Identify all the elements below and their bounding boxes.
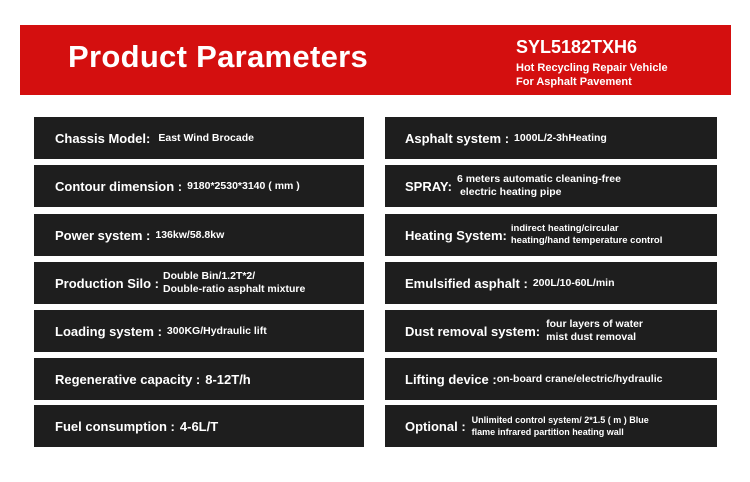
param-value-line-1: indirect heating/circular [510,223,619,234]
param-value-line-2: Double-ratio asphalt mixture [163,283,306,295]
header-banner [20,25,731,95]
param-value: 136kw/58.8kw [155,228,225,241]
vehicle-description-line-1: Hot Recycling Repair Vehicle [516,62,668,74]
param-emulsified-asphalt [385,262,717,304]
param-value-line-1: Double Bin/1.2T*2/ [163,270,256,282]
param-value: 8-12T/h [205,371,251,387]
param-label: SPRAY: [405,178,452,194]
param-value: on-board crane/electric/hydraulic [496,372,663,385]
param-label: Chassis Model: [55,130,151,146]
param-label: Fuel consumption : [55,418,175,434]
param-label: Contour dimension : [55,178,183,194]
param-value-line-2: heating/hand temperature control [510,235,663,246]
param-label: Heating System: [405,227,507,243]
param-fuel-consumption [34,405,364,447]
param-label: Regenerative capacity : [55,371,201,387]
param-heating-system [385,214,717,256]
param-label: Loading system : [55,323,162,339]
param-label: Emulsified asphalt : [405,275,528,291]
model-number: SYL5182TXH6 [516,37,638,57]
param-asphalt-system [385,117,717,159]
param-lifting-device [385,358,717,400]
param-label: Dust removal system: [405,323,541,339]
param-label: Power system : [55,227,151,243]
param-label: Optional : [405,418,466,434]
param-value: 1000L/2-3hHeating [514,131,607,144]
param-label: Asphalt system : [405,130,510,146]
param-optional [385,405,717,447]
param-spray [385,165,717,207]
param-contour-dimension [34,165,364,207]
param-regenerative-capacity [34,358,364,400]
param-value-line-1: 6 meters automatic cleaning-free [456,173,621,185]
param-value: 200L/10-60L/min [532,276,615,289]
param-value-line-2: electric heating pipe [459,186,562,198]
param-label: Production Silo : [55,275,159,291]
param-production-silo [34,262,364,304]
page-title: Product Parameters [68,39,369,74]
param-value-line-2: mist dust removal [546,331,636,343]
vehicle-description-line-2: For Asphalt Pavement [516,76,632,88]
param-value: East Wind Brocade [158,131,254,144]
param-value-line-1: four layers of water [546,318,643,330]
param-value: 9180*2530*3140 ( mm ) [187,179,300,192]
param-value-line-2: flame infrared partition heating wall [471,427,624,437]
param-loading-system [34,310,364,352]
param-dust-removal-system [385,310,717,352]
param-power-system [34,214,364,256]
param-value-line-1: Unlimited control system/ 2*1.5 ( m ) Blue [471,415,649,425]
param-chassis-model [34,117,364,159]
vehicle-description [516,61,668,89]
param-value: 4-6L/T [179,418,219,434]
param-value: 300KG/Hydraulic lift [166,324,267,337]
param-label: Lifting device : [405,371,497,387]
